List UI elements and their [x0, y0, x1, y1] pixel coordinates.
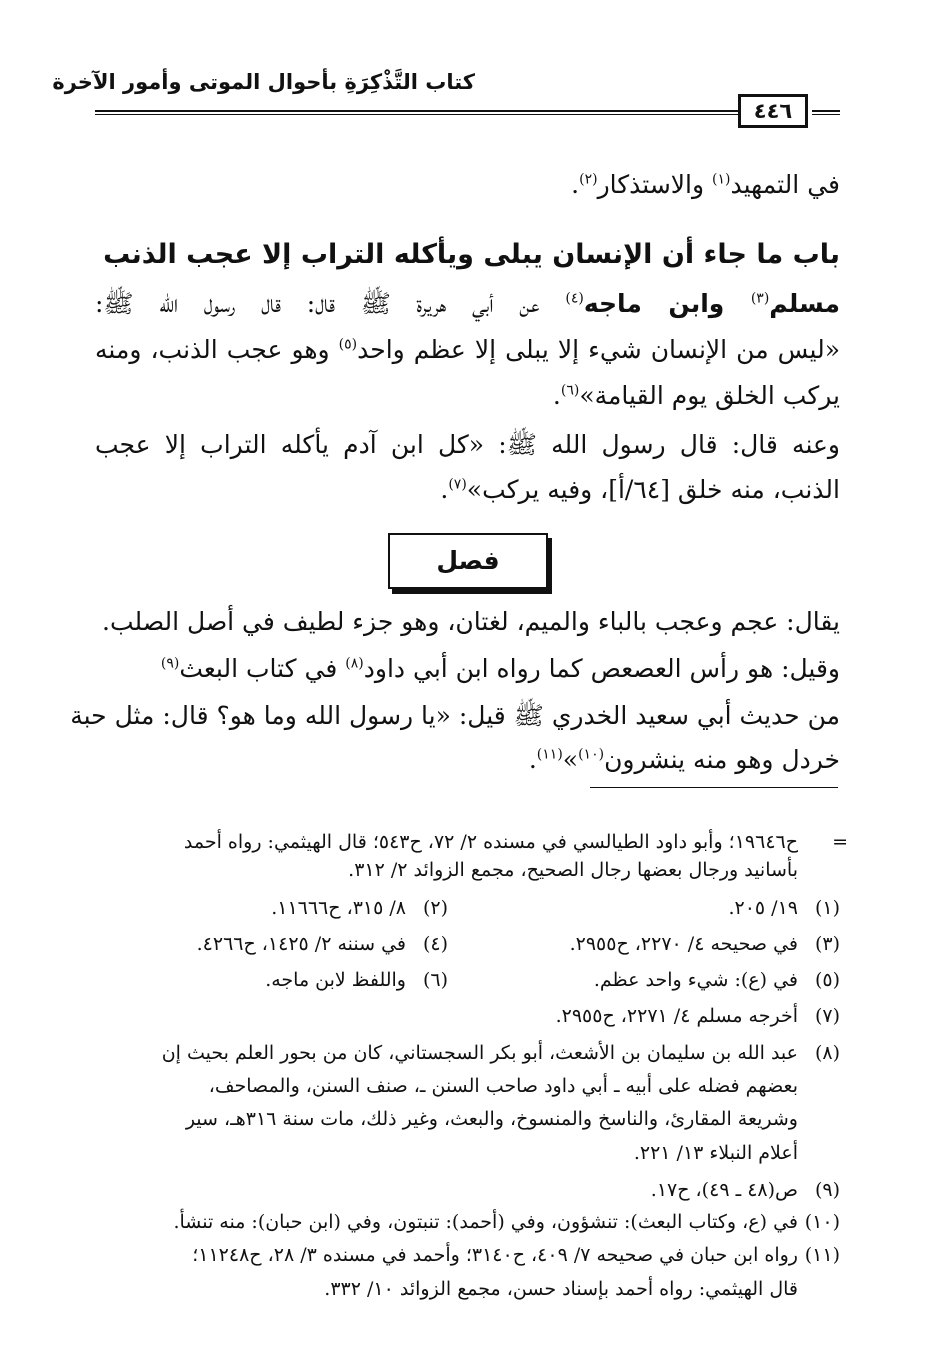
page-number: ٤٤٦ [738, 94, 808, 128]
body-line-p2-2 [95, 473, 840, 507]
body-line-p2-1: وعنه قال: قال رسول الله ﷺ: «كل ابن آدم يأكله التراب إلا عجب [95, 430, 840, 459]
footnote-ref: (٣) [750, 290, 770, 307]
footnote-continuation-line-1: ح١٩٦٤٦؛ وأبو داود الطيالسي في مسنده ٢/ ٧٢، ح٥٤٣؛ قال الهيثمي: رواه أحمد [183, 831, 798, 853]
section-title-box: فصل [388, 533, 548, 589]
footnote-ref: (٤) [565, 290, 584, 307]
footnote-8-line-1: عبد الله بن سليمان بن الأشعث، أبو بكر السجستاني، كان من بحور العلم بحيث إن [161, 1042, 798, 1064]
footnote-2-number: (٢) [422, 897, 448, 919]
footnote-7-text: أخرجه مسلم ٤/ ٢٢٧١، ح٢٩٥٥. [555, 1005, 798, 1027]
footnote-ref: (٥) [338, 336, 358, 353]
footnote-8-number: (٨) [814, 1042, 840, 1064]
footnote-3-number: (٣) [814, 933, 840, 955]
footnote-ref: (٨) [345, 655, 364, 672]
running-header-title: كتاب التَّذْكِرَةِ بأحوال الموتى وأمور الآخرة [52, 70, 475, 94]
body-line-p4-3 [95, 743, 840, 777]
footnote-10-number: (١٠) [804, 1211, 840, 1233]
footnote-ref: (٦) [560, 382, 580, 399]
body-line-1 [95, 168, 840, 202]
footnote-2-text: ٨/ ٣١٥، ح١١٦٦٦. [271, 897, 406, 919]
footnote-8-line-2: بعضهم فضله على أبيه ـ أبي داود صاحب السنن ـ، صنف السنن، والمصاحف، [208, 1075, 798, 1097]
footnote-ref: (١٠) [578, 746, 605, 763]
footnote-6-number: (٦) [422, 969, 448, 991]
body-line-p1-2 [95, 333, 840, 367]
footnote-11-line-1: رواه ابن حبان في صحيحه ٧/ ٤٠٩، ح٣١٤٠؛ وأحمد في مسنده ٣/ ٢٨، ح١١٢٤٨؛ [192, 1244, 798, 1266]
footnote-7-number: (٧) [814, 1005, 840, 1027]
bold-source: مسلم [769, 289, 841, 318]
header-rule-right [812, 110, 840, 112]
footnote-10-text: في (ع، وكتاب البعث): تنشؤون، وفي (أحمد): تنبتون، وفي (ابن حبان): منه تنشأ. [173, 1211, 798, 1233]
footnote-9-number: (٩) [814, 1179, 840, 1201]
footnote-ref: (٢) [579, 171, 598, 188]
footnote-1-text: ١٩/ ٢٠٥. [728, 897, 798, 919]
footnote-11-number: (١١) [804, 1244, 840, 1266]
footnote-ref: (٩) [160, 655, 180, 672]
text-fragment: والاستذكار [597, 170, 713, 199]
footnote-ref: (٧) [448, 476, 467, 493]
text-fragment: . [552, 381, 561, 410]
chapter-heading: باب ما جاء أن الإنسان يبلى ويأكله التراب إلا عجب الذنب [103, 239, 840, 270]
text-fragment: وهو عجب الذنب، ومنه [95, 335, 339, 364]
footnote-continuation-line-2: بأسانيد ورجال بعضها رجال الصحيح، مجمع الزوائد ٢/ ٣١٢. [348, 859, 798, 881]
bold-source: وابن ماجه [583, 289, 751, 318]
body-line-p1-3 [95, 379, 840, 413]
footnote-separator [590, 787, 838, 788]
footnote-ref: (١١) [536, 746, 563, 763]
text-fragment: . [528, 745, 537, 774]
text-fragment: . [571, 170, 580, 199]
text-fragment: خردل وهو منه ينشرون [604, 745, 840, 774]
footnote-3-text: في صحيحه ٤/ ٢٢٧٠، ح٢٩٥٥. [569, 933, 798, 955]
text-fragment: وقيل: هو رأس العصعص كما رواه ابن أبي داود [363, 654, 840, 683]
footnote-4-number: (٤) [422, 933, 448, 955]
footnote-ref: (١) [712, 171, 731, 188]
header-rule [95, 110, 738, 112]
text-fragment: الذنب، منه خلق [٦٤/أ]، وفيه يركب» [466, 475, 840, 504]
footnote-5-number: (٥) [814, 969, 840, 991]
footnote-8-line-4: أعلام النبلاء ١٣/ ٢٢١. [633, 1142, 798, 1164]
footnote-continuation-mark: = [832, 831, 848, 853]
footnote-8-line-3: وشريعة المقارئ، والناسخ والمنسوخ، والبعث، وغير ذلك، مات سنة ٣١٦هـ، سير [185, 1108, 798, 1130]
text-fragment: عن أبي هريرة ﷺ قال: قال رسول الله ﷺ: [95, 289, 566, 318]
footnote-9-text: ص(٤٨ ـ ٤٩)، ح١٧. [650, 1179, 798, 1201]
header-rule-thin [95, 114, 738, 115]
text-fragment: في التمهيد [730, 170, 840, 199]
text-fragment: يركب الخلق يوم القيامة» [579, 381, 840, 410]
body-line-p3-1: يقال: عجم وعجب بالباء والميم، لغتان، وهو جزء لطيف في أصل الصلب. [102, 607, 840, 636]
footnote-6-text: واللفظ لابن ماجه. [265, 969, 406, 991]
body-line-p1-1 [95, 287, 840, 321]
footnote-1-number: (١) [814, 897, 840, 919]
text-fragment: في كتاب البعث [179, 654, 346, 683]
footnote-5-text: في (ع): شيء واحد عظم. [593, 969, 798, 991]
header-rule-right-thin [812, 114, 840, 115]
body-line-p4-2: من حديث أبي سعيد الخدري ﷺ قيل: «يا رسول الله وما هو؟ قال: مثل حبة [70, 701, 840, 730]
footnote-4-text: في سننه ٢/ ١٤٢٥، ح٤٢٦٦. [196, 933, 406, 955]
text-fragment: . [440, 475, 449, 504]
body-line-p4-1 [95, 652, 840, 686]
text-fragment: » [562, 745, 579, 774]
footnote-11-line-2: قال الهيثمي: رواه أحمد بإسناد حسن، مجمع الزوائد ١٠/ ٣٣٢. [324, 1278, 798, 1300]
text-fragment: «ليس من الإنسان شيء إلا يبلى إلا عظم واحد [357, 335, 840, 364]
